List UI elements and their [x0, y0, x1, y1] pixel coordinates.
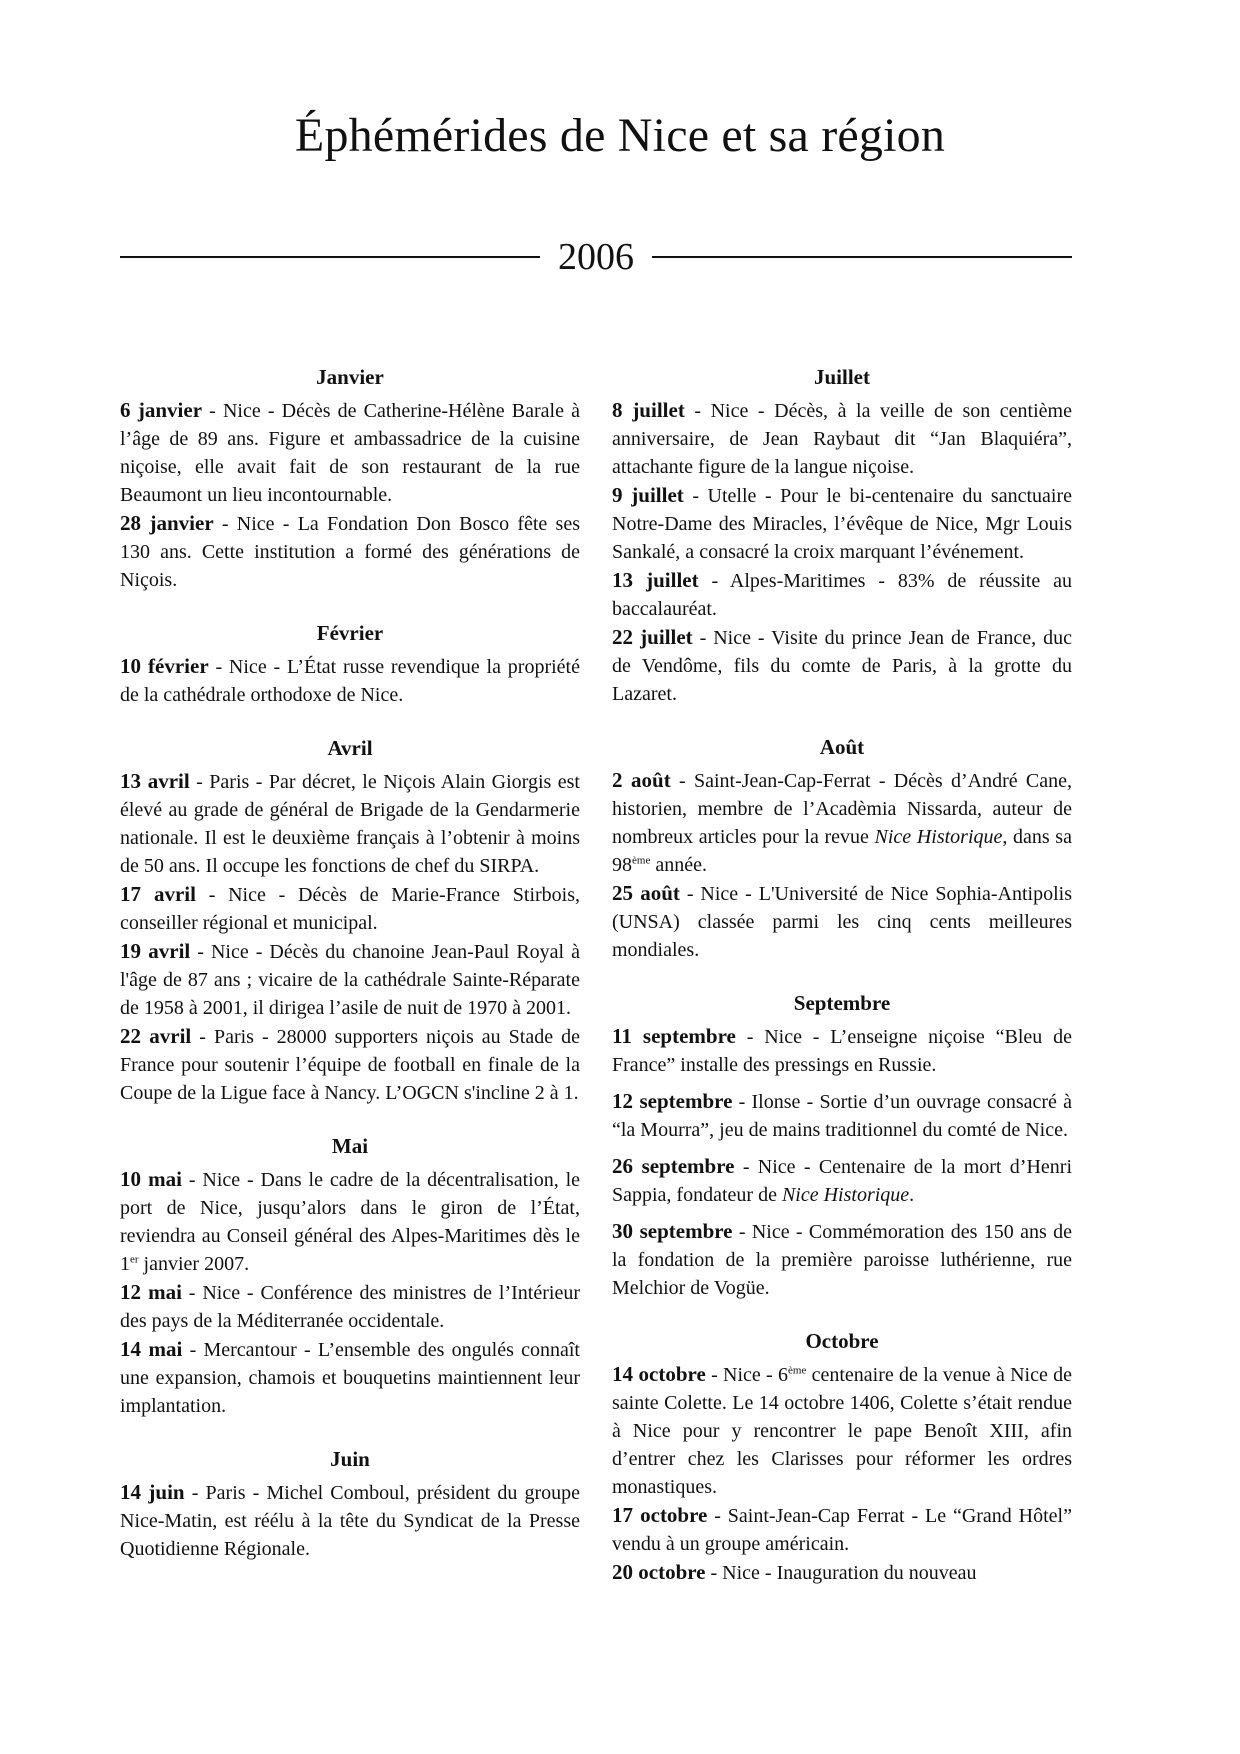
entry-date: 22 avril	[120, 1024, 192, 1048]
entry-date: 14 octobre	[612, 1362, 706, 1386]
month-section	[120, 1131, 580, 1420]
entry-text: - Utelle - Pour le bi-centenaire du sanctuaire Notre-Dame des Miracles, l’évêque de Nice, Mgr Louis Sankalé, a consacré la croix marquant l’événement.	[612, 485, 1073, 563]
entry	[120, 1278, 580, 1335]
entry-date: 30 septembre	[612, 1219, 733, 1243]
entry	[120, 937, 580, 1022]
entry-text: - Mercantour - L’ensemble des ongulés connaît une expansion, chamois et bouquetins maintiennent leur implantation.	[120, 1339, 580, 1417]
entry-superscript: er	[130, 1253, 139, 1266]
entry-date: 12 mai	[120, 1280, 182, 1304]
entry	[120, 1478, 580, 1563]
month-section	[612, 732, 1072, 964]
entry-date: 2 août	[612, 768, 671, 792]
month-section	[612, 362, 1072, 708]
year-heading	[120, 232, 1072, 282]
entry-date: 12 septembre	[612, 1089, 733, 1113]
entry	[120, 1335, 580, 1420]
left-rule	[120, 256, 540, 258]
entry-text: - Nice - Décès de Marie-France Stirbois, conseiller régional et municipal.	[120, 884, 580, 934]
month-heading: Avril	[327, 736, 373, 760]
entry-date: 28 janvier	[120, 511, 214, 535]
entry-text: - Nice - L'Université de Nice Sophia-Antipolis (UNSA) classée parmi les cinq cents meilleures mondiales.	[612, 883, 1072, 961]
entry-superscript: ème	[788, 1364, 807, 1377]
entry-text: - Alpes-Maritimes - 83% de réussite au baccalauréat.	[612, 570, 1072, 620]
month-section	[612, 1326, 1072, 1587]
entry	[120, 880, 580, 937]
entry-date: 17 avril	[120, 882, 196, 906]
right-column	[612, 362, 1072, 1611]
entry	[120, 767, 580, 880]
month-heading: Octobre	[805, 1329, 879, 1353]
entry-text: - Nice - Décès, à la veille de son centième anniversaire, de Jean Raybaut dit “Jan Blaquiéra”, attachante figure de la langue niçoise.	[612, 400, 1072, 478]
entry-text: - Nice - Décès de Catherine-Hélène Barale à l’âge de 89 ans. Figure et ambassadrice de la cuisine niçoise, elle avait fait de son restaurant de la rue Beaumont un lieu incontournable.	[120, 400, 580, 506]
entry	[612, 1501, 1072, 1558]
entry-text: - Nice - Décès du chanoine Jean-Paul Royal à l'âge de 87 ans ; vicaire de la cathédrale Sainte-Réparate de 1958 à 2001, il dirigea l’asile de nuit de 1970 à 2001.	[120, 941, 580, 1019]
year-label: 2006	[558, 236, 634, 278]
entry-italic-title: Nice Historique	[874, 826, 1003, 848]
entry	[612, 1087, 1072, 1144]
entry-text-tail: janvier 2007.	[138, 1253, 250, 1275]
month-heading: Février	[316, 621, 384, 645]
entry-text: - Nice - L’État russe revendique la propriété de la cathédrale orthodoxe de Nice.	[120, 656, 580, 706]
left-column	[120, 362, 580, 1587]
month-heading: Mai	[331, 1134, 369, 1158]
entry	[120, 509, 580, 594]
entry	[612, 1558, 1072, 1587]
entry-text: - Nice - Centenaire de la mort d’Henri Sappia, fondateur de	[612, 1156, 1073, 1206]
entry	[612, 623, 1072, 708]
entry	[612, 879, 1072, 964]
entry	[612, 1152, 1072, 1209]
entry	[612, 396, 1072, 481]
entry-date: 26 septembre	[612, 1154, 735, 1178]
month-heading: Août	[819, 735, 865, 759]
month-heading: Juin	[330, 1447, 370, 1471]
entry-text: - Nice - Conférence des ministres de l’Intérieur des pays de la Méditerranée occidentale.	[120, 1282, 580, 1332]
entry-text: - Nice - 6	[705, 1364, 788, 1386]
entry	[612, 1360, 1072, 1501]
entry-date: 13 avril	[120, 769, 190, 793]
entry-date: 17 octobre	[612, 1503, 708, 1527]
entry-date: 9 juillet	[612, 483, 684, 507]
month-section	[120, 733, 580, 1107]
entry	[120, 396, 580, 509]
entry-text: - Nice - Dans le cadre de la décentralisation, le port de Nice, jusqu’alors dans le giron de l’État, reviendra au Conseil général des Alpes-Maritimes dès le 1	[120, 1169, 581, 1275]
month-section	[612, 988, 1072, 1302]
entry-text: - Nice - Commémoration des 150 ans de la fondation de la première paroisse luthérienne, rue Melchior de Vogüe.	[612, 1221, 1073, 1299]
entry-text-tail: année.	[650, 854, 707, 876]
entry	[612, 766, 1072, 879]
page-title: Éphémérides de Nice et sa région	[294, 109, 946, 162]
entry	[120, 652, 580, 709]
entry-text: - Ilonse - Sortie d’un ouvrage consacré à “la Mourra”, jeu de mains traditionnel du comté de Nice.	[612, 1091, 1072, 1141]
entry	[612, 1217, 1072, 1302]
entry-text: - Nice - Inauguration du nouveau	[705, 1562, 977, 1584]
entry-date: 11 septembre	[612, 1024, 736, 1048]
right-rule	[652, 256, 1072, 258]
entry-text: - Nice - La Fondation Don Bosco fête ses 130 ans. Cette institution a formé des générations de Niçois.	[120, 513, 581, 591]
month-heading: Septembre	[793, 991, 891, 1015]
entry-date: 19 avril	[120, 939, 191, 963]
entry-text-cont: .	[909, 1184, 915, 1206]
entry-date: 20 octobre	[612, 1560, 706, 1584]
month-section	[120, 618, 580, 709]
month-section	[120, 362, 580, 594]
entry-date: 8 juillet	[612, 398, 685, 422]
entry-text: - Paris - Michel Comboul, président du groupe Nice-Matin, est réélu à la tête du Syndicat de la Presse Quotidienne Régionale.	[120, 1482, 581, 1560]
entry-text: - Saint-Jean-Cap Ferrat - Le “Grand Hôtel” vendu à un groupe américain.	[612, 1505, 1072, 1555]
month-heading: Juillet	[814, 365, 870, 389]
entry-text-tail: centenaire de la venue à Nice de sainte Colette. Le 14 octobre 1406, Colette s’était rendue à Nice pour y rencontrer le pape Benoît XIII, afin d’entrer chez les Clarisses pour réformer les ordres monastiques.	[612, 1364, 1073, 1498]
entry-date: 6 janvier	[120, 398, 203, 422]
entry-italic-title: Nice Historique	[781, 1184, 910, 1206]
entry-date: 13 juillet	[612, 568, 699, 592]
entry-text: - Nice - L’enseigne niçoise “Bleu de France” installe des pressings en Russie.	[612, 1026, 1073, 1076]
entry-text: - Paris - 28000 supporters niçois au Stade de France pour soutenir l’équipe de football en finale de la Coupe de la Ligue face à Nancy. L’OGCN s'incline 2 à 1.	[120, 1026, 580, 1104]
entry-text-cont: , dans sa 98	[612, 826, 1072, 876]
entry-date: 10 mai	[120, 1167, 182, 1191]
entry	[120, 1165, 580, 1278]
entry-text: - Paris - Par décret, le Niçois Alain Giorgis est élevé au grade de général de Brigade de la Gendarmerie nationale. Il est le deuxième français à l’obtenir à moins de 50 ans. Il occupe les fonctions de chef du SIRPA.	[120, 771, 580, 877]
entry-date: 10 février	[120, 654, 209, 678]
entry-text: - Saint-Jean-Cap-Ferrat - Décès d’André Cane, historien, membre de l’Acadèmia Nissarda, auteur de nombreux articles pour la revue	[612, 770, 1072, 848]
entry-date: 14 mai	[120, 1337, 183, 1361]
entry	[612, 1022, 1072, 1079]
entry	[612, 566, 1072, 623]
entry-date: 25 août	[612, 881, 680, 905]
month-heading: Janvier	[316, 365, 384, 389]
entry-superscript: ème	[632, 854, 651, 867]
entry-date: 22 juillet	[612, 625, 693, 649]
month-section	[120, 1444, 580, 1563]
entry-text: - Nice - Visite du prince Jean de France, duc de Vendôme, fils du comte de Paris, à la grotte du Lazaret.	[612, 627, 1072, 705]
entry-date: 14 juin	[120, 1480, 185, 1504]
entry	[120, 1022, 580, 1107]
entry	[612, 481, 1072, 566]
